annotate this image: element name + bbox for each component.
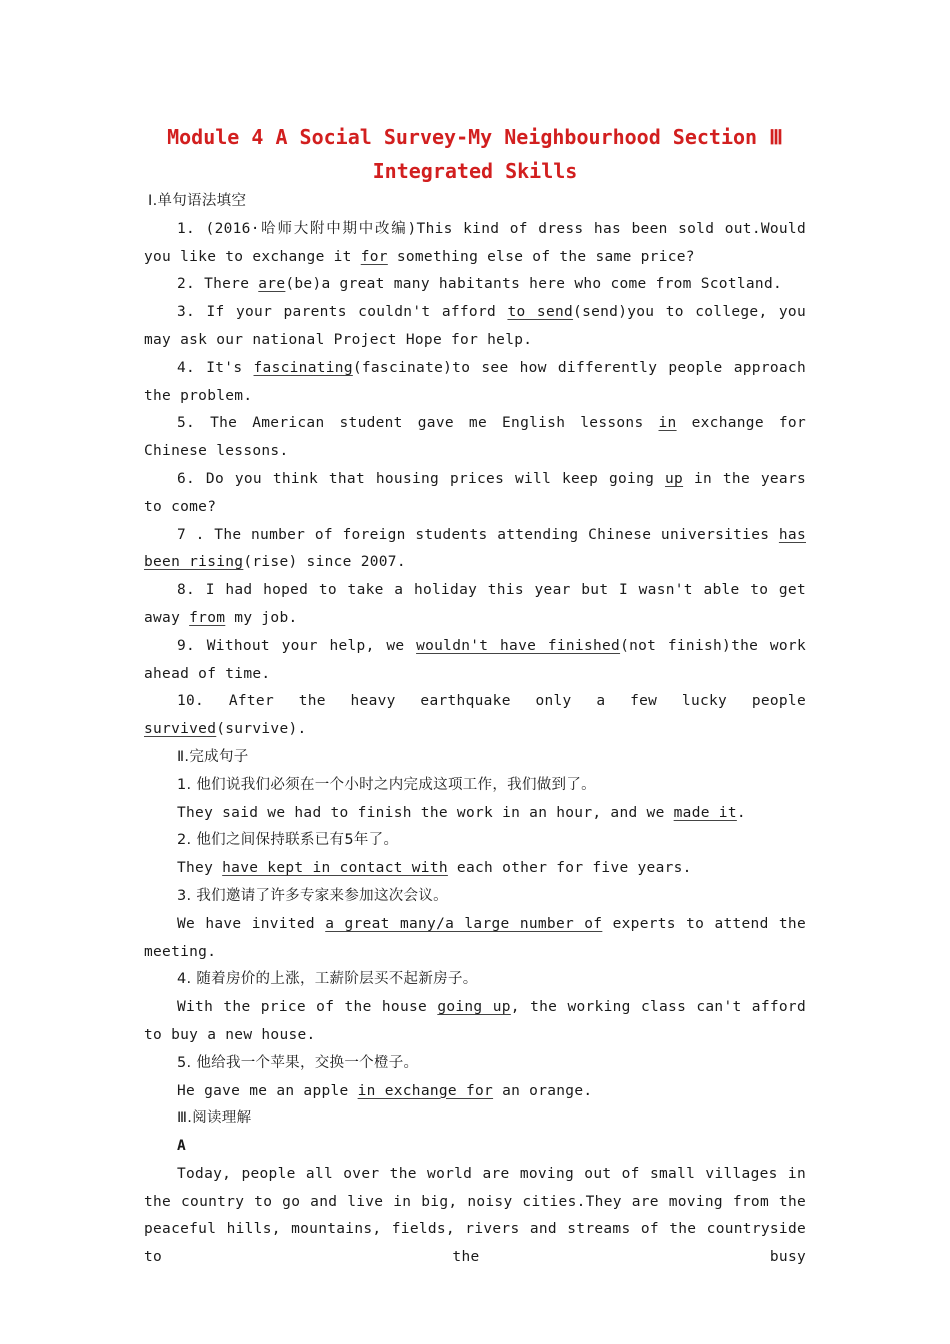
item-text: 3. If your parents couldn't afford bbox=[177, 304, 508, 321]
exercise-item bbox=[144, 216, 806, 272]
section-heading-3: Ⅲ.阅读理解 bbox=[177, 1110, 252, 1127]
item-text: With the price of the house bbox=[177, 999, 438, 1016]
exercise-item bbox=[144, 410, 806, 466]
passage-text: Today, people all over the world are moving out of small villages in the country to go and live in big, noisy cities.They are moving from the peaceful hills, mountains, fields, rivers and streams of the countryside to the busy bbox=[144, 1165, 806, 1266]
exercise-item bbox=[144, 911, 806, 967]
item-text-end: in the years to come? bbox=[144, 470, 807, 515]
exercise-item bbox=[144, 688, 806, 744]
exercise-item bbox=[144, 1078, 806, 1106]
chinese-prompt: 1. 他们说我们必须在一个小时之内完成这项工作，我们做到了。 bbox=[177, 776, 596, 793]
item-text-end: (not finish)the work ahead of time. bbox=[144, 637, 806, 682]
item-text-end: (be)a great many habitants here who come from Scotland. bbox=[285, 276, 783, 293]
section-heading-2: Ⅱ.完成句子 bbox=[177, 748, 249, 765]
exercise-item bbox=[144, 271, 806, 299]
answer-text: fascinating bbox=[253, 359, 353, 376]
item-text: 1. (2016·哈师大附中期中改编)This kind of dress has been sold out.Would you like to exchange it bbox=[144, 220, 806, 265]
answer-text: wouldn't have finished bbox=[416, 637, 621, 654]
item-text-end: , the working class can't afford to buy a new house. bbox=[144, 999, 806, 1043]
item-text: 4. It's bbox=[177, 359, 254, 376]
answer-text: going up bbox=[437, 999, 511, 1016]
section-sentence-completion bbox=[144, 772, 806, 1106]
item-text: 10. After the heavy earthquake only a few lucky people bbox=[177, 693, 806, 710]
item-text: 8. I had hoped to take a holiday this year but I wasn't able to get away bbox=[144, 582, 806, 626]
answer-text: in exchange for bbox=[357, 1082, 494, 1099]
item-text: He gave me an apple bbox=[177, 1082, 358, 1099]
item-text-end: an orange. bbox=[493, 1082, 593, 1099]
item-text-end: experts to attend the meeting. bbox=[144, 915, 806, 960]
exercise-item bbox=[144, 800, 806, 828]
answer-text: has been rising bbox=[144, 526, 806, 571]
chinese-prompt: 2. 他们之间保持联系已有5年了。 bbox=[177, 832, 399, 849]
item-text: They bbox=[177, 860, 223, 877]
item-text-end: my job. bbox=[225, 609, 298, 626]
exercise-item bbox=[144, 994, 806, 1050]
answer-text: made it bbox=[673, 804, 737, 821]
exercise-item bbox=[144, 355, 806, 411]
answer-text: from bbox=[189, 609, 226, 626]
answer-text: are bbox=[258, 276, 286, 293]
chinese-prompt: 4. 随着房价的上涨，工薪阶层买不起新房子。 bbox=[177, 971, 478, 988]
section-heading-1: Ⅰ.单句语法填空 bbox=[148, 193, 247, 209]
exercise-item bbox=[144, 855, 806, 883]
exercise-item bbox=[144, 522, 806, 578]
document-page bbox=[144, 120, 806, 1272]
exercise-item bbox=[144, 577, 806, 633]
item-text: We have invited bbox=[177, 915, 326, 932]
chinese-prompt: 5. 他给我一个苹果，交换一个橙子。 bbox=[177, 1054, 419, 1071]
item-text-end: (survive). bbox=[216, 721, 307, 738]
item-text: 9. Without your help, we bbox=[177, 637, 417, 654]
chinese-prompt: 3. 我们邀请了许多专家来参加这次会议。 bbox=[177, 887, 448, 904]
page-title bbox=[144, 120, 806, 188]
answer-text: have kept in contact with bbox=[222, 860, 448, 877]
title-line-2: Integrated Skills bbox=[372, 159, 578, 183]
item-text-end: (send)you to college, you may ask our national Project Hope for help. bbox=[144, 304, 806, 348]
answer-text: in bbox=[658, 415, 677, 432]
answer-text: a great many/a large number of bbox=[325, 915, 603, 932]
item-text: 7 . The number of foreign students attending Chinese universities bbox=[177, 526, 779, 543]
item-text-end: . bbox=[736, 804, 746, 821]
title-line-1: Module 4 A Social Survey-My Neighbourhood Section Ⅲ bbox=[167, 125, 783, 149]
item-text: They said we had to finish the work in an hour, and we bbox=[177, 804, 674, 821]
passage-label: A bbox=[177, 1138, 187, 1155]
answer-text: for bbox=[360, 248, 388, 265]
exercise-item bbox=[144, 299, 806, 355]
item-text-end: exchange for Chinese lessons. bbox=[144, 415, 806, 460]
answer-text: survived bbox=[144, 721, 217, 738]
item-text-end: something else of the same price? bbox=[387, 248, 695, 265]
item-text-end: (fascinate)to see how differently people approach the problem. bbox=[144, 359, 806, 404]
item-text-end: (rise) since 2007. bbox=[243, 554, 406, 571]
item-text: 5. The American student gave me English lessons bbox=[177, 415, 659, 432]
item-text-end: each other for five years. bbox=[447, 860, 692, 877]
item-text: 6. Do you think that housing prices will keep going bbox=[177, 470, 666, 487]
exercise-item bbox=[144, 633, 806, 689]
answer-text: up bbox=[665, 470, 684, 487]
exercise-item bbox=[144, 466, 806, 522]
answer-text: to send bbox=[507, 304, 574, 321]
section-grammar-fill bbox=[144, 216, 806, 744]
item-text: 2. There bbox=[177, 276, 259, 293]
